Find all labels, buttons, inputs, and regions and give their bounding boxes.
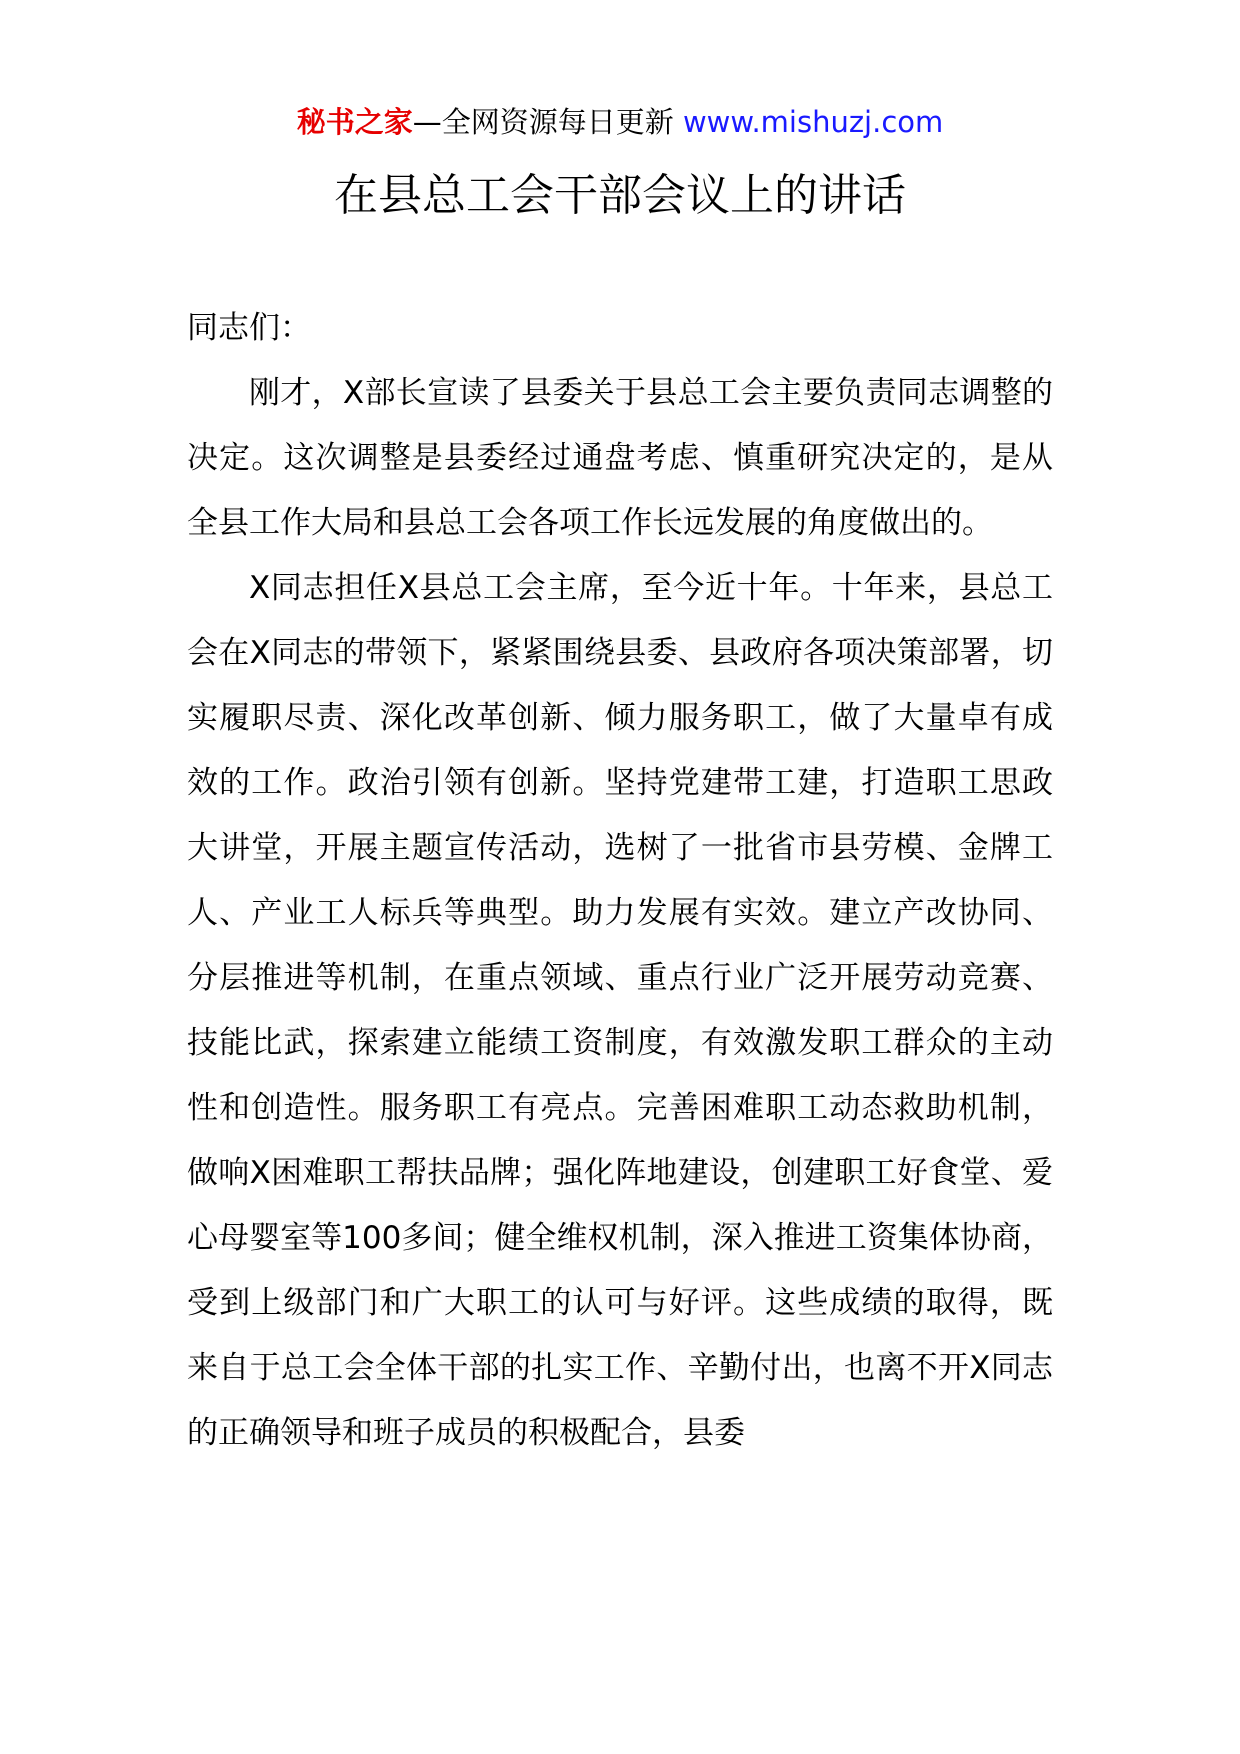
site-brand: 秘书之家 bbox=[296, 105, 413, 139]
salutation: 同志们： bbox=[187, 310, 311, 346]
paragraph: X同志担任X县总工会主席，至今近十年。十年来，县总工会在X同志的带领下，紧紧围绕县委、县政府各项决策部署，切实履职尽责、深化改革创新、倾力服务职工，做了大量卓有成效的工作。政治引领有创新。坚持党建带工建，打造职工思政大讲堂，开展主题宣传活动，选树了一批省市县劳模、金牌工人、产业工人标兵等典型。助力发展有实效。建立产改协同、分层推进等机制，在重点领域、重点行业广泛开展劳动竞赛、技能比武，探索建立能绩工资制度，有效激发职工群众的主动性和创造性。服务职工有亮点。完善困难职工动态救助机制，做响X困难职工帮扶品牌；强化阵地建设，创建职工好食堂、爱心母婴室等100多间；健全维权机制，深入推进工资集体协商，受到上级部门和广大职工的认可与好评。这些成绩的取得，既来自于总工会全体干部的扎实工作、辛勤付出，也离不开X同志的正确领导和班子成员的积极配合，县委 bbox=[187, 570, 1053, 1451]
document-title: 在县总工会干部会议上的讲话 bbox=[334, 170, 906, 221]
paragraph: 刚才，X部长宣读了县委关于县总工会主要负责同志调整的决定。这次调整是县委经过通盘考虑、慎重研究决定的，是从全县工作大局和县总工会各项工作长远发展的角度做出的。 bbox=[187, 375, 1053, 541]
document-body bbox=[187, 296, 1053, 1466]
site-url-link[interactable]: www.mishuzj.com bbox=[682, 105, 944, 139]
site-tagline: —全网资源每日更新 bbox=[412, 105, 683, 139]
site-header bbox=[0, 102, 1240, 142]
